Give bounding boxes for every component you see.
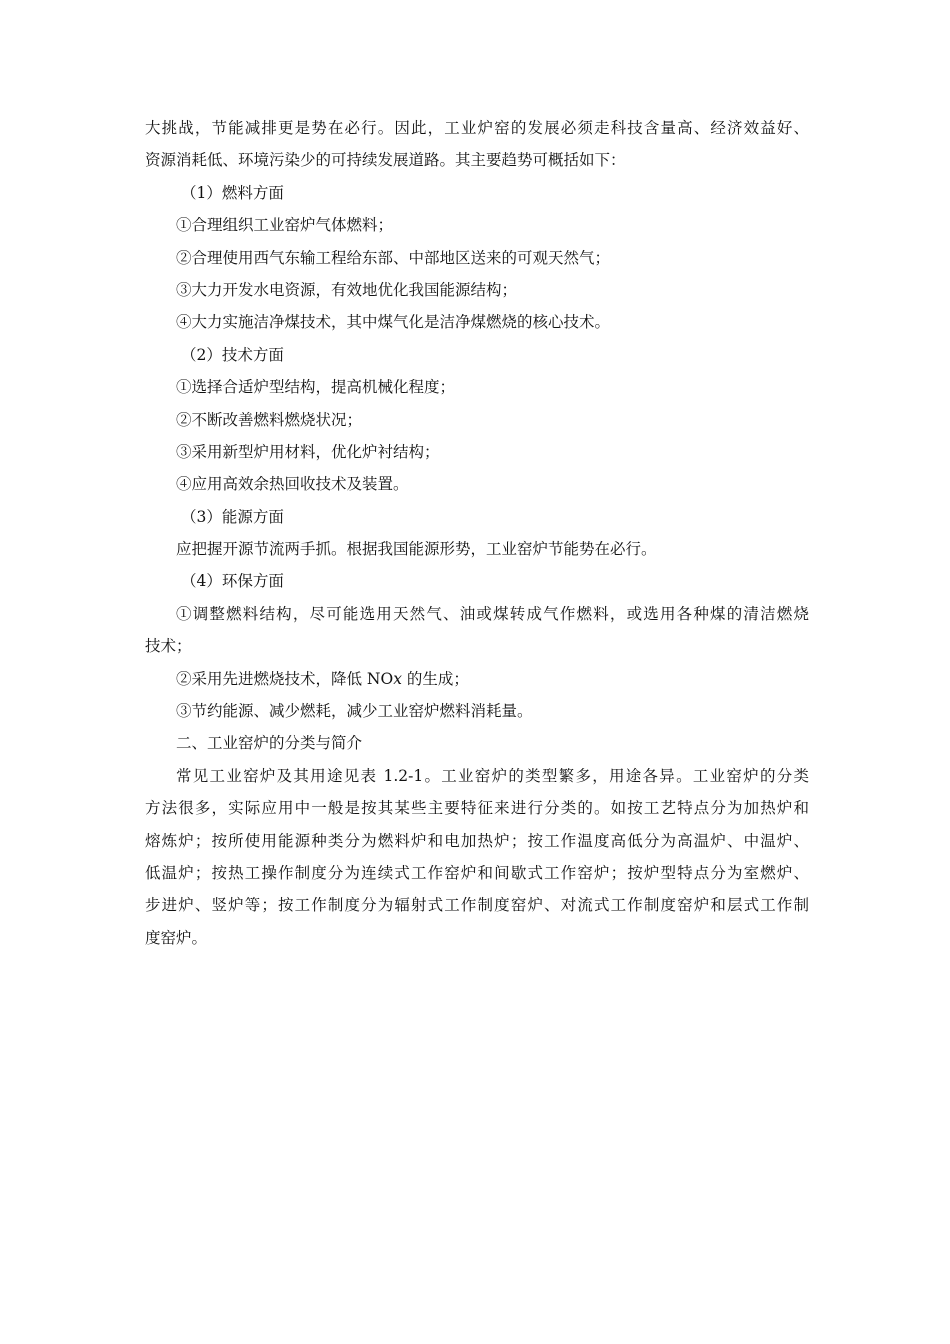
environment-item-3: ③节约能源、减少燃耗，减少工业窑炉燃料消耗量。 <box>176 702 533 721</box>
energy-text: 应把握开源节流两手抓。根据我国能源形势，工业窑炉节能势在必行。 <box>176 540 657 559</box>
document-page <box>145 112 809 954</box>
energy-heading: （3）能源方面 <box>181 507 284 526</box>
section-2-line: 常见工业窑炉及其用途见表 1.2-1。工业窑炉的类型繁多，用途各异。工业窑炉的分类 <box>176 766 809 785</box>
technology-item: ④应用高效余热回收技术及装置。 <box>176 475 409 494</box>
section-2-line: 熔炼炉；按所使用能源种类分为燃料炉和电加热炉；按工作温度高低分为高温炉、中温炉、 <box>145 831 809 850</box>
environment-item-2 <box>145 663 809 695</box>
technology-item: ②不断改善燃料燃烧状况； <box>176 410 363 429</box>
environment-heading: （4）环保方面 <box>181 572 284 591</box>
fuel-item: ②合理使用西气东输工程给东部、中部地区送来的可观天然气； <box>176 248 611 267</box>
environment-item-1-line-1: ①调整燃料结构，尽可能选用天然气、油或煤转成气作燃料，或选用各种煤的清洁燃烧 <box>176 604 809 623</box>
section-2-line: 低温炉；按热工操作制度分为连续式工作窑炉和间歇式工作窑炉；按炉型特点分为室燃炉、 <box>145 863 809 882</box>
technology-item: ①选择合适炉型结构，提高机械化程度； <box>176 378 456 397</box>
environment-item-2-before: ②采用先进燃烧技术，降低 NO <box>176 669 394 688</box>
environment-item-2-after: 的生成； <box>401 669 469 688</box>
fuel-item: ③大力开发水电资源，有效地优化我国能源结构； <box>176 280 518 299</box>
intro-line-2: 资源消耗低、环境污染少的可持续发展道路。其主要趋势可概括如下： <box>145 151 626 170</box>
intro-line-1: 大挑战，节能减排更是势在必行。因此，工业炉窑的发展必须走科技含量高、经济效益好、 <box>145 119 809 137</box>
section-2-line: 方法很多，实际应用中一般是按其某些主要特征来进行分类的。如按工艺特点分为加热炉和 <box>145 799 809 818</box>
section-2-heading: 二、工业窑炉的分类与简介 <box>176 734 363 753</box>
section-2-line: 步进炉、竖炉等；按工作制度分为辐射式工作制度窑炉、对流式工作制度窑炉和层式工作制 <box>145 896 809 915</box>
technology-heading: （2）技术方面 <box>181 345 284 364</box>
technology-item: ③采用新型炉用材料，优化炉衬结构； <box>176 442 440 461</box>
fuel-item: ①合理组织工业窑炉气体燃料； <box>176 216 394 235</box>
fuel-item: ④大力实施洁净煤技术，其中煤气化是洁净煤燃烧的核心技术。 <box>176 313 611 332</box>
environment-item-2-italic: x <box>393 669 402 688</box>
fuel-heading: （1）燃料方面 <box>181 183 284 202</box>
environment-item-1-line-2: 技术； <box>145 637 192 656</box>
section-2-line: 度窑炉。 <box>145 928 208 947</box>
